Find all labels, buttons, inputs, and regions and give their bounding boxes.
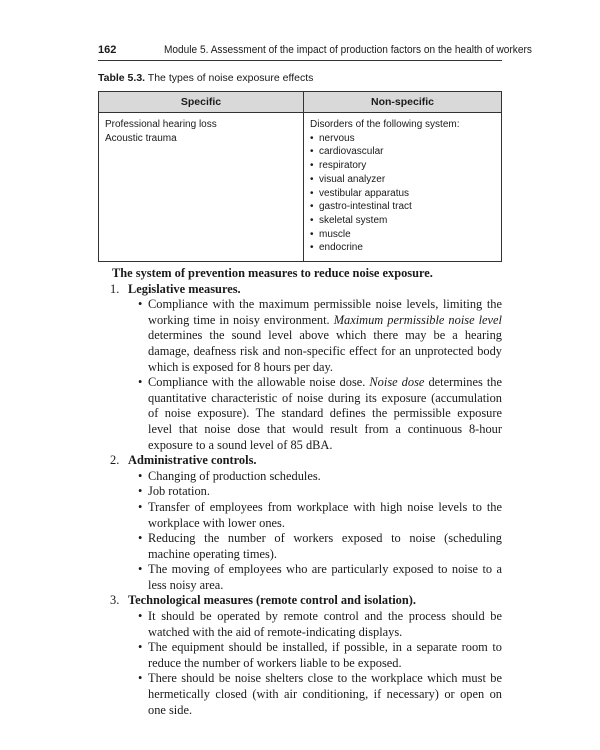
running-title: Module 5. Assessment of the impact of production factors on the health of workers <box>164 44 533 56</box>
term: Maximum permissible noise level <box>333 312 502 327</box>
list-item: • Changing of production schedules. <box>138 469 502 485</box>
table-caption-text: The types of noise exposure effects <box>145 72 314 84</box>
list-item: • respiratory <box>310 159 495 173</box>
section-technological <box>110 593 502 718</box>
term: Noise dose <box>369 375 425 390</box>
table-header-row <box>99 92 502 113</box>
table-row <box>99 113 502 262</box>
nonspecific-intro: Disorders of the following system: <box>310 119 460 130</box>
list-item: • Compliance with the maximum permissible noise levels, limiting the working time in noisy environment. Maximum permissible noise level determines the sound level above which there may be a hearing damage, deafness risk and non-specific effect for an unprotected body which is exposed for 8 hours per day. <box>138 297 502 375</box>
column-header-specific: Specific <box>99 92 304 113</box>
table-caption <box>98 72 313 84</box>
list-item: • Reducing the number of workers exposed to noise (scheduling machine operating times). <box>138 531 502 562</box>
specific-item: Acoustic trauma <box>105 132 177 144</box>
page-header <box>98 44 533 61</box>
section-number: 3. <box>110 593 120 608</box>
list-item: • The moving of employees who are particularly exposed to noise to a less noisy area. <box>138 562 502 593</box>
section-number: 1. <box>110 281 120 296</box>
list-item: • muscle <box>310 228 495 242</box>
list-item: • Compliance with the allowable noise dose. Noise dose determines the quantitative characteristic of noise during its exposure (accumulation of noise exposure). The standard defines the permissible exposure level that noise dose that would result from a continuous 8-hour exposure to a sound level of 85 dBA. <box>138 375 502 453</box>
list-item: • There should be noise shelters close to the workplace which must be hermetically closed (with air conditioning, if necessary) or open on one side. <box>138 671 502 718</box>
specific-cell <box>99 113 304 262</box>
noise-effects-table <box>98 91 502 262</box>
section-title: Legislative measures. <box>128 281 241 296</box>
list-item: • cardiovascular <box>310 145 495 159</box>
list-item: • Transfer of employees from workplace with high noise levels to the workplace with lower ones. <box>138 500 502 531</box>
section-heading: The system of prevention measures to reduce noise exposure. <box>112 266 433 280</box>
list-item: • It should be operated by remote control and the process should be watched with the aid of remote-indicating displays. <box>138 609 502 640</box>
section-title: Administrative controls. <box>128 453 257 468</box>
list-item: • vestibular apparatus <box>310 187 495 201</box>
page-number: 162 <box>98 44 117 56</box>
section-administrative <box>110 453 502 593</box>
list-item: • endocrine <box>310 241 495 255</box>
nonspecific-list <box>310 132 495 255</box>
list-item: • visual analyzer <box>310 173 495 187</box>
section-legislative <box>110 282 502 454</box>
column-header-nonspecific: Non-specific <box>304 92 502 113</box>
nonspecific-cell <box>304 113 502 262</box>
specific-item: Professional hearing loss <box>105 119 217 130</box>
list-item: • gastro-intestinal tract <box>310 200 495 214</box>
section-number: 2. <box>110 453 120 468</box>
list-item: • The equipment should be installed, if possible, in a separate room to reduce the number of workers liable to be exposed. <box>138 640 502 671</box>
list-item: • Job rotation. <box>138 484 502 500</box>
table-caption-label: Table 5.3. <box>98 72 146 84</box>
list-item: • skeletal system <box>310 214 495 228</box>
section-title: Technological measures (remote control and isolation). <box>128 593 416 608</box>
body-text <box>98 266 502 718</box>
list-item: • nervous <box>310 132 495 146</box>
